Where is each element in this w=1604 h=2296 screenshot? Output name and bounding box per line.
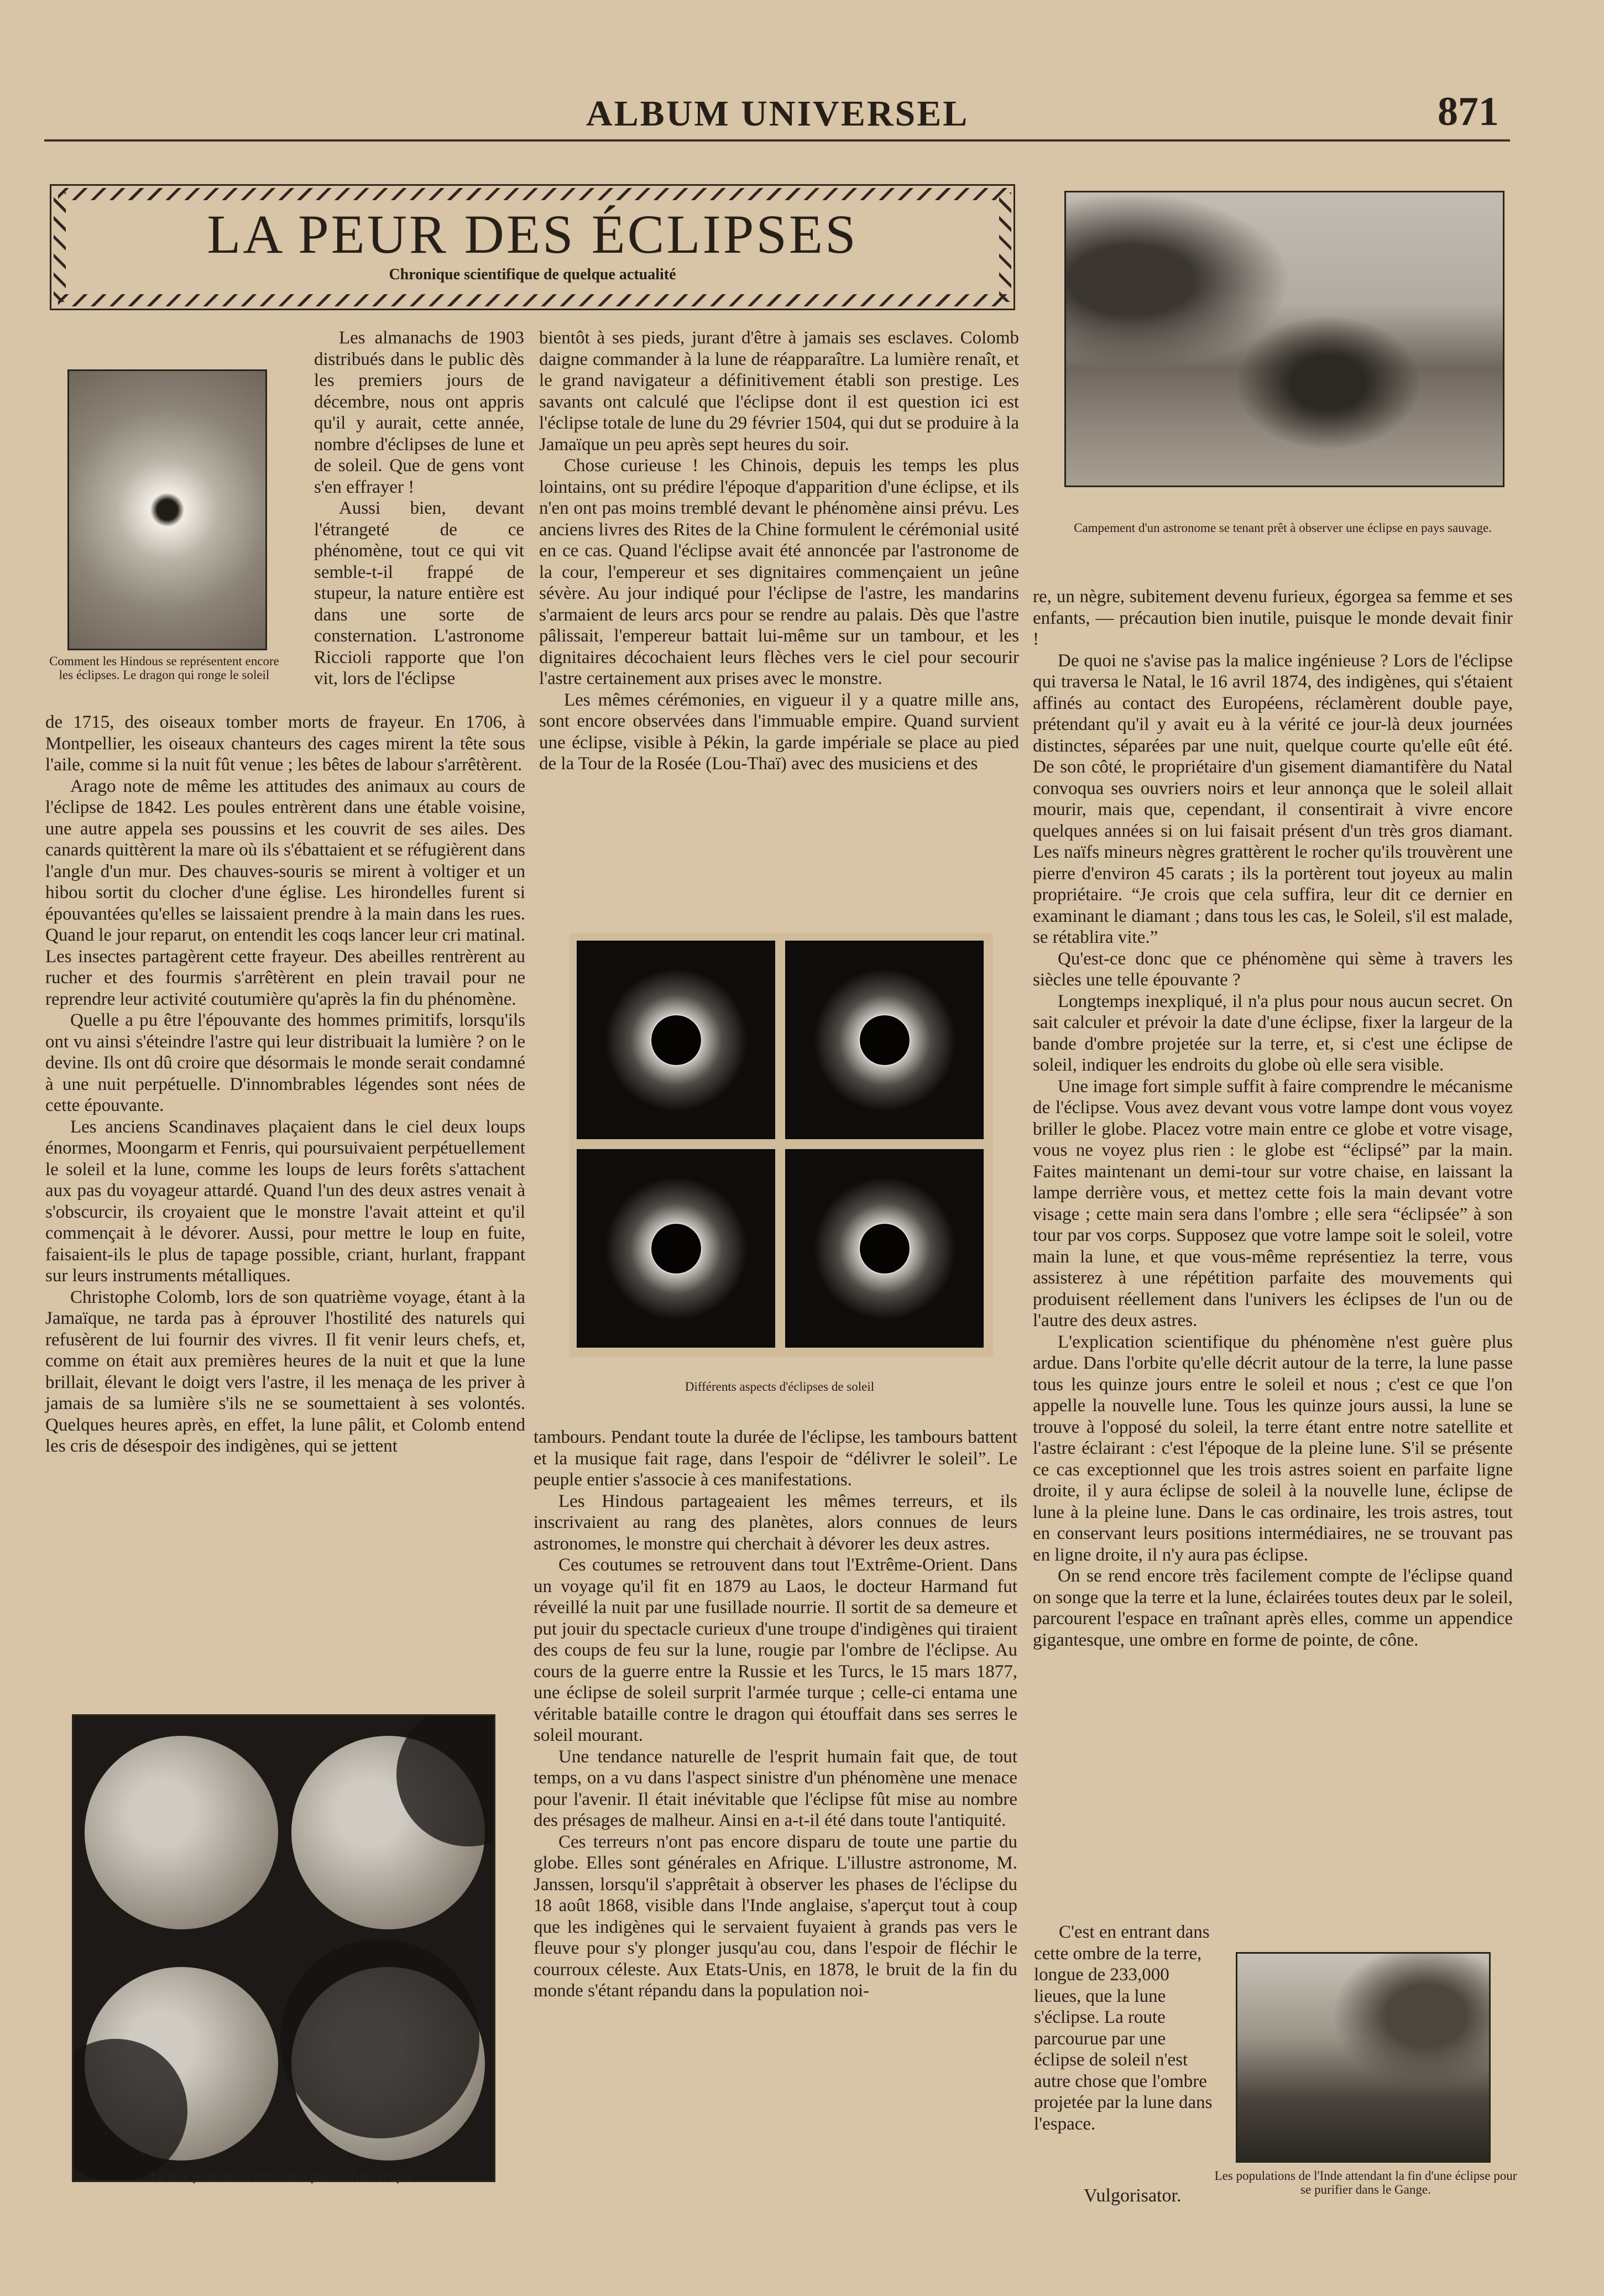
paragraph: On se rend encore très facilement compte de l'éclipse quand on songe que la terre et la lune, éclairées toutes deux par le soleil, parcourent l'espace en traînant après elles, comme un appendice gigantesque, une ombre en forme de pointe, de cône.: [1033, 1566, 1513, 1650]
moon-disc: [651, 1015, 701, 1065]
moon-disc: [860, 1015, 910, 1065]
paragraph: Ces terreurs n'ont pas encore disparu de toute une partie du globe. Elles sont générales en Afrique. L'illustre astronome, M. Janssen, lorsqu'il s'apprêtait à observer les phases de l'éclipse du 18 août 1868, visible dans l'Inde anglaise, s'aperçut tout à coup que les indigènes qui le servaient fuyaient à grands pas vers le fleuve pour s'y plonger jusqu'au cou, dans l'espoir de fléchir le courroux céleste. Aux Etats-Unis, en 1878, le bruit de la fin du monde s'étant répandu dans la population noi-: [534, 1831, 1017, 2001]
signature: Vulgorisator.: [1084, 2185, 1182, 2206]
column-2-bottom: [534, 1427, 1017, 2002]
sun-eclipse-caption: Différents aspects d'éclipses de soleil: [685, 1380, 875, 1394]
moon-disc: [651, 1224, 701, 1274]
paragraph: Les Hindous partageaient les mêmes terreurs, et ils inscrivaient au rang des planètes, alors connues de leurs astronomes, le monstre qui cherchait à dévorer les deux astres.: [534, 1491, 1017, 1554]
hindu-dragon-illustration: [67, 369, 267, 650]
moon-phases-caption: La lune pendant les différentes phases d'une éclipse: [150, 2169, 414, 2183]
camp-caption: Campement d'un astronome se tenant prêt à observer une éclipse en pays sauvage.: [1074, 521, 1492, 535]
article-title: LA PEUR DES ÉCLIPSES: [207, 203, 858, 265]
paragraph: Une tendance naturelle de l'esprit humain fait que, de tout temps, on a vu dans l'aspect sinistre d'un phénomène une menace pour l'avenir. Il était inévitable que l'éclipse fût mise au nombre des présages de malheur. Ainsi en a-t-il été dans toute l'antiquité.: [534, 1746, 1017, 1830]
sun-eclipse-figure: [570, 933, 993, 1357]
paragraph: Longtemps inexpliqué, il n'a plus pour nous aucun secret. On sait calculer et prévoir la date d'une éclipse, fixer la largeur de la bande d'ombre projetée sur la terre, et, si c'est une éclipse de soleil, indiquer les endroits du globe où elle sera visible.: [1033, 991, 1513, 1075]
paragraph: Les anciens Scandinaves plaçaient dans le ciel deux loups énormes, Moongarm et Fenris, qui poursuivaient perpétuellement le soleil et la lune, comme les loups de leurs forêts s'attachent aux pas du voyageur attardé. Quand l'un des deux astres venait à s'obscurcir, ils croyaient que le monstre l'avait atteint et qu'il commençait à le dévorer. Aussi, pour mettre le loup en fuite, faisaient-ils le plus de tapage possible, criant, hurlant, frappant sur leurs instruments métalliques.: [45, 1116, 525, 1286]
moon: [85, 1736, 278, 1929]
header-rule: [44, 139, 1510, 142]
paragraph: Chose curieuse ! les Chinois, depuis les temps les plus lointains, ont su prédire l'époque d'apparition d'une éclipse, et ils n'en ont pas moins tremblé devant le phénomène ainsi prévu. Les anciens livres des Rites de la Chine formulent le cérémonial usité en ce cas. Quand l'éclipse avait été annoncée par l'astronome de la cour, l'empereur et ses dignitaires commençaient un jeûne sévère. Au jour indiqué pour l'éclipse de l'astre, les mandarins s'armaient de leurs arcs pour se rendre au palais. Dès que l'astre pâlissait, l'empereur battait lui-même sur un tambour, et les dignitaires décochaient leurs flèches vers le ciel pour secourir l'astre certainement aux prises avec le monstre.: [539, 456, 1019, 688]
paragraph: Christophe Colomb, lors de son quatrième voyage, étant à la Jamaïque, ne tarda pas à éprouver l'hostilité des naturels qui refusèrent de lui fournir des vivres. Il fit venir leurs chefs, et, comme on était aux premières heures de la nuit et que la lune brillait, élevant le doigt vers l'astre, il les menaça de les priver à jamais de sa lumière s'ils ne se soumettaient à ses volontés. Quelques heures après, en effet, la lune pâlit, et Colomb entend les cris de désespoir des indigènes, qui se jettent: [45, 1287, 525, 1456]
paragraph: Arago note de même les attitudes des animaux au cours de l'éclipse de 1842. Les poules entrèrent dans une étable voisine, une autre appela ses poussins et les couvrit de ses ailes. Des canards quittèrent la mare où ils s'ébattaient et se réfugièrent dans l'angle d'un mur. Des chauves-souris se mirent à voltiger et un hibou sortit du clocher d'une église. Les hirondelles furent si épouvantées qu'elles se laissaient prendre à la main dans les rues. Quand le jour reparut, on entendit les coqs lancer leur cri matinal. Les insectes partagèrent cette frayeur. Des abeilles rentrèrent au rucher et des fourmis s'arrêtèrent en plein travail pour ne reprendre leur activité coutumière qu'après la fin du phénomène.: [45, 776, 525, 1009]
paragraph: Les mêmes cérémonies, en vigueur il y a quatre mille ans, sont encore observées dans l'immuable empire. Quand survient une éclipse, visible à Pékin, la garde impériale se place au pied de la Tour de la Rosée (Lou-Thaï) avec des musiciens et des: [539, 690, 1019, 774]
column-2-top: [539, 327, 1019, 775]
camp-photo: [1064, 191, 1504, 487]
title-border-top: [58, 188, 1007, 200]
column-1-intro: [314, 327, 524, 690]
moon-disc: [860, 1224, 910, 1274]
title-box: [50, 184, 1015, 310]
column-1: [45, 712, 525, 1457]
hindu-caption: Comment les Hindous se représentent encore les éclipses. Le dragon qui ronge le soleil: [49, 654, 279, 682]
paragraph: De quoi ne s'avise pas la malice ingénieuse ? Lors de l'éclipse qui traversa le Natal, le 16 avril 1874, des indigènes, qui s'étaient affinés au contact des Européens, réclamèrent double paye, prétendant qu'il y avait eu à la vérité ce jour-là deux journées distinctes, séparées par une nuit, quelque courte qu'elle eût été. De son côté, le propriétaire d'un gisement diamantifère du Natal convoqua ses ouvriers noirs et leur annonça que le soleil allait mourir, mais que, cependant, il consentirait à vivre encore quelques années si on lui faisait présent d'un très gros diamant. Les naïfs mineurs nègres grattèrent le rocher qu'ils trouvèrent une pierre d'environ 45 carats ; ils la portèrent tout joyeux au malin propriétaire. “Je crois que cela suffira, leur dit ce dernier en examinant le diamant ; dans tous les cas, le Soleil, s'il est malade, se rétablira vite.”: [1033, 650, 1513, 947]
paragraph: Une image fort simple suffit à faire comprendre le mécanisme de l'éclipse. Vous avez devant vous votre lampe dont vous voyez briller le globe. Placez votre main entre ce globe et votre visage, vous ne voyez plus rien : le globe est “éclipsé” par la main. Faites maintenant un demi-tour sur votre chaise, en laissant la lampe derrière vous, et mettez cette fois la main devant votre visage ; cette main sera dans l'ombre ; elle sera “éclipsée” à son tour par vos corps. Supposez que votre lampe soit le soleil, votre main la lune, et que vous-même représentiez la terre, vous assisterez à une répétition parfaite des mouvements qui produisent réellement dans l'univers les éclipses de l'un ou de l'autre des deux astres.: [1033, 1076, 1513, 1330]
paragraph: Qu'est-ce donc que ce phénomène qui sème à travers les siècles une telle épouvante ?: [1033, 948, 1513, 990]
earth-shadow: [280, 1939, 479, 2138]
page-number: 871: [1438, 89, 1499, 134]
paragraph: Les almanachs de 1903 distribués dans le public dès les premiers jours de décembre, nous ont appris qu'il y aurait, cette année, nombre d'éclipses de lune et de soleil. Que de gens vont s'en effrayer !: [314, 328, 524, 497]
moon-phase-panel: [286, 1719, 489, 1945]
moon-phase-panel: [77, 1950, 280, 2176]
article-subtitle: Chronique scientifique de quelque actualité: [389, 266, 676, 283]
paragraph: bientôt à ses pieds, jurant d'être à jamais ses esclaves. Colomb daigne commander à la lune de réapparaître. La lumière renaît, et le grand navigateur a définitivement établi son prestige. Les savants ont calculé que l'éclipse dont il est question ici est l'éclipse totale de lune du 29 février 1504, qui dut se produire à la Jamaïque un peu après sept heures du soir.: [539, 328, 1019, 455]
moon-phase-panel: [286, 1950, 489, 2176]
column-3-end: [1034, 1922, 1216, 2135]
title-border-bottom: [58, 294, 1007, 306]
paragraph: Quelle a pu être l'épouvante des hommes primitifs, lorsqu'ils ont vu ainsi s'éteindre l'astre qui leur distribuait la lumière ? on le devine. Ils ont dû croire que désormais le monde serait condamné à une nuit perpétuelle. D'innombrables légendes sont nées de cette épouvante.: [45, 1010, 525, 1115]
moon-phases-figure: [72, 1714, 495, 2182]
paragraph: C'est en entrant dans cette ombre de la terre, longue de 233,000 lieues, que la lune s'éclipse. La route parcourue par une éclipse de soleil n'est autre chose que l'ombre projetée par la lune dans l'espace.: [1034, 1922, 1213, 2134]
eclipse-panel: [577, 941, 775, 1139]
ganges-caption: Les populations de l'Inde attendant la fin d'une éclipse pour se purifier dans le Gange.: [1214, 2169, 1517, 2196]
paragraph: L'explication scientifique du phénomène n'est guère plus ardue. Dans l'orbite qu'elle décrit autour de la terre, la lune passe tous les quinze jours entre le soleil et nous ; c'est ce que l'on appelle la nouvelle lune. Tous les quinze jours aussi, la lune se trouve à l'opposé du soleil, la terre étant entre notre satellite et l'astre éclairant : c'est l'époque de la pleine lune. S'il se présente ce cas exceptionnel que les trois astres soient en parfaite ligne droite, il y aura éclipse de soleil à la nouvelle lune, éclipse de lune à la pleine lune. Dans le cas ordinaire, les trois astres, tout en conservant leurs positions intermédiaires, ne se trouvant pas en ligne droite, il n'y aura pas éclipse.: [1033, 1332, 1513, 1565]
eclipse-panel: [785, 941, 984, 1139]
paragraph: re, un nègre, subitement devenu furieux, égorgea sa femme et ses enfants, — précaution bien inutile, puisque le monde devait finir !: [1033, 587, 1513, 649]
eclipse-panel: [577, 1149, 775, 1348]
column-3: [1033, 586, 1513, 1651]
paragraph: Aussi bien, devant l'étrangeté de ce phénomène, tout ce qui vit semble-t-il frappé de stupeur, la nature entière est dans une sorte de consternation. L'astronome Riccioli rapporte que l'on vit, lors de l'éclipse: [314, 498, 524, 688]
eclipse-panel: [785, 1149, 984, 1348]
paragraph: de 1715, des oiseaux tomber morts de frayeur. En 1706, à Montpellier, les oiseaux chanteurs des cages mirent la tête sous l'aile, comme si la nuit fût venue ; les bêtes de labour s'arrêtèrent.: [45, 712, 525, 775]
moon-phase-panel: [77, 1719, 280, 1945]
ganges-photo: [1236, 1952, 1491, 2163]
paragraph: Ces coutumes se retrouvent dans tout l'Extrême-Orient. Dans un voyage qu'il fit en 1879 au Laos, le docteur Harmand fut réveillé la nuit par une fusillade nourrie. Il sortit de sa demeure et put jouir du spectacle curieux d'une troupe d'indigènes qui tiraient des coups de feu sur la lune, rougie par l'ombre de l'éclipse. Au cours de la guerre entre la Russie et les Turcs, le 15 mars 1877, une éclipse de soleil surprit l'armée turque ; celle-ci entama une véritable bataille contre le dragon qui étouffait dans ses serres le soleil mourant.: [534, 1555, 1017, 1745]
publication-title: ALBUM UNIVERSEL: [586, 93, 969, 134]
paragraph: tambours. Pendant toute la durée de l'éclipse, les tambours battent et la musique fait rage, dans l'espoir de “délivrer le soleil”. Le peuple entier s'associe à ces manifestations.: [534, 1427, 1017, 1490]
